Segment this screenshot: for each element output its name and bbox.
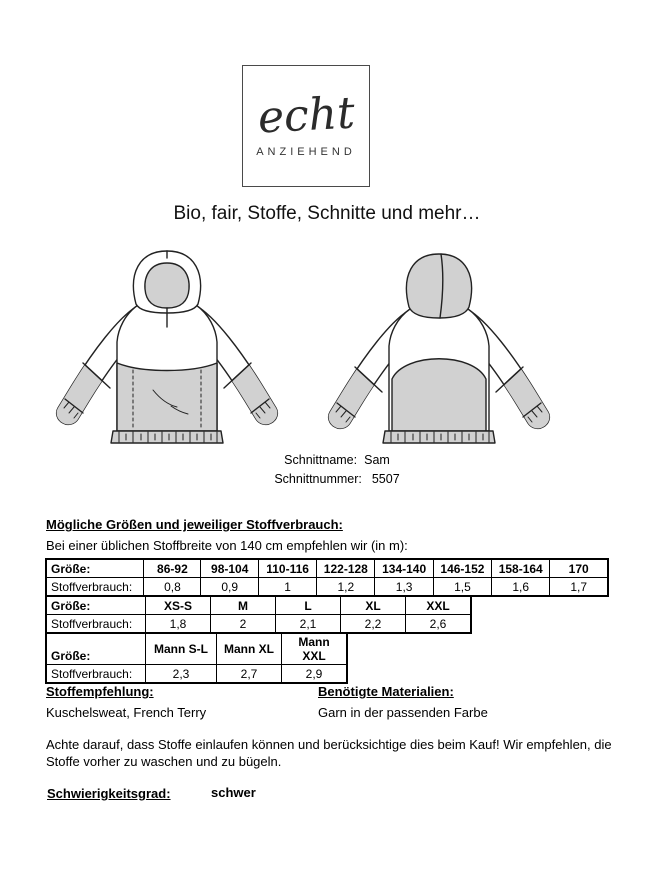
size-cell: 170 — [550, 559, 608, 578]
brand-logo-subtext: ANZIEHEND — [256, 146, 356, 158]
sizes-table-0 — [45, 558, 609, 597]
usage-cell: 1,8 — [146, 615, 211, 634]
front-lower-panel — [117, 363, 217, 431]
fabric-value: Kuschelsweat, French Terry — [46, 705, 207, 720]
usage-cell: 2,1 — [276, 615, 341, 634]
size-row-label: Größe: — [46, 596, 146, 615]
size-row — [46, 633, 347, 665]
size-cell: 158-164 — [492, 559, 550, 578]
pattern-name-value: Sam — [364, 453, 390, 467]
pattern-number-value: 5507 — [371, 472, 400, 486]
usage-row — [46, 665, 347, 684]
size-cell: XL — [341, 596, 406, 615]
sizes-tables — [45, 558, 609, 684]
size-cell: Mann XL — [217, 633, 282, 665]
sizes-table-2 — [45, 632, 348, 684]
brand-logo-script: echt — [256, 87, 356, 144]
usage-cell: 2,2 — [341, 615, 406, 634]
usage-cell: 1,2 — [317, 578, 375, 597]
usage-row-label: Stoffverbrauch: — [46, 615, 146, 634]
usage-cell: 2,6 — [406, 615, 472, 634]
fabric-heading: Stoffempfehlung: — [46, 684, 154, 699]
brand-logo — [242, 65, 370, 187]
page-title: Bio, fair, Stoffe, Schnitte und mehr… — [173, 203, 481, 224]
usage-cell: 0,8 — [144, 578, 201, 597]
usage-cell: 2 — [211, 615, 276, 634]
size-cell: 98-104 — [201, 559, 259, 578]
back-hem-band — [383, 431, 495, 443]
front-hem-band — [111, 431, 223, 443]
shrinkage-note: Achte darauf, dass Stoffe einlaufen können und berücksichtige dies beim Kauf! Wir empfehlen, die Stoffe vorher zu waschen und zu bügeln. — [46, 737, 612, 769]
size-cell: XS-S — [146, 596, 211, 615]
front-view-drawing — [36, 242, 298, 454]
usage-cell: 1,3 — [375, 578, 433, 597]
sizes-section — [45, 517, 609, 684]
usage-row-label: Stoffverbrauch: — [46, 665, 146, 684]
usage-row — [46, 615, 471, 634]
size-cell: 122-128 — [317, 559, 375, 578]
pattern-name-line — [10, 451, 654, 470]
usage-cell: 2,7 — [217, 665, 282, 684]
usage-cell: 2,3 — [146, 665, 217, 684]
usage-cell: 1 — [259, 578, 317, 597]
sizes-intro: Bei einer üblichen Stoffbreite von 140 cm empfehlen wir (in m): — [46, 538, 408, 553]
usage-cell: 2,9 — [282, 665, 348, 684]
size-row — [46, 596, 471, 615]
materials-heading: Benötigte Materialien: — [318, 684, 454, 699]
usage-cell: 0,9 — [201, 578, 259, 597]
size-row-label: Größe: — [46, 633, 146, 665]
size-cell: 86-92 — [144, 559, 201, 578]
difficulty-heading: Schwierigkeitsgrad: — [47, 786, 171, 801]
size-row-label: Größe: — [46, 559, 144, 578]
size-cell: M — [211, 596, 276, 615]
usage-cell: 1,6 — [492, 578, 550, 597]
pattern-name-label: Schnittname: — [284, 453, 358, 467]
usage-cell: 1,5 — [433, 578, 491, 597]
sizes-heading: Mögliche Größen und jeweiliger Stoffverbrauch: — [46, 517, 343, 532]
pattern-meta — [10, 451, 654, 489]
size-cell: 110-116 — [259, 559, 317, 578]
difficulty-value: schwer — [211, 785, 256, 800]
difficulty-row — [46, 785, 256, 803]
needed-materials — [318, 684, 488, 720]
back-view-drawing — [308, 246, 570, 451]
usage-row-label: Stoffverbrauch: — [46, 578, 144, 597]
pattern-number-line — [10, 470, 654, 489]
size-cell: Mann S-L — [146, 633, 217, 665]
size-cell: 134-140 — [375, 559, 433, 578]
size-cell: Mann XXL — [282, 633, 348, 665]
usage-row — [46, 578, 608, 597]
size-cell: XXL — [406, 596, 472, 615]
size-cell: L — [276, 596, 341, 615]
pattern-number-label: Schnittnummer: — [274, 472, 362, 486]
materials-value: Garn in der passenden Farbe — [318, 705, 488, 720]
sizes-table-1 — [45, 595, 472, 634]
fabric-recommendation — [46, 684, 206, 720]
usage-cell: 1,7 — [550, 578, 608, 597]
size-cell: 146-152 — [433, 559, 491, 578]
back-hood — [406, 254, 471, 318]
size-row — [46, 559, 608, 578]
back-lower-panel — [392, 359, 486, 431]
front-hood-opening — [145, 263, 189, 308]
